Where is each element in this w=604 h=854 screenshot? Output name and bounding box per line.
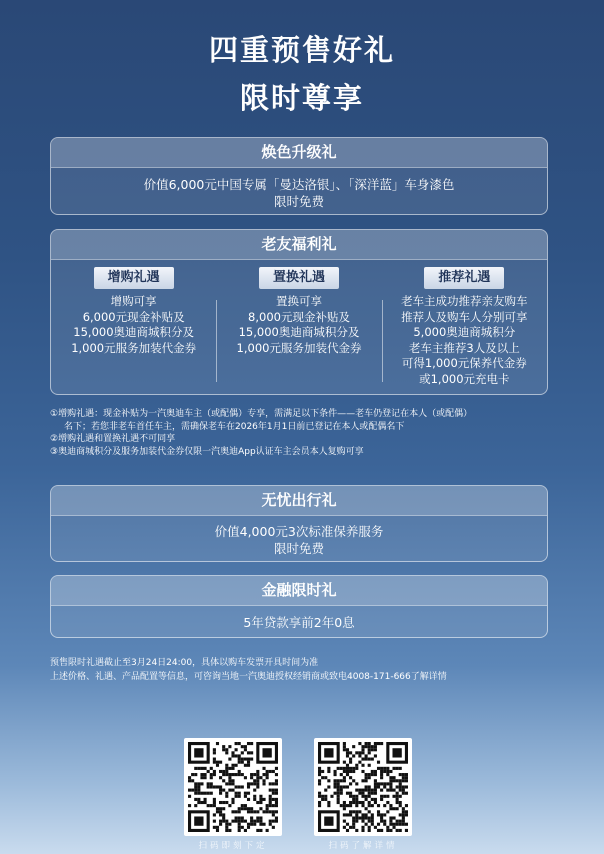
note-1: ①增购礼遇：现金补贴为一汽奥迪车主（或配偶）专享，需满足以下条件——老车仍登记在本人（或配偶） xyxy=(50,409,473,419)
page-title: 四重预售好礼 xyxy=(208,33,395,67)
pill-trade-in: 置换礼遇 xyxy=(259,267,339,289)
col-line: 1,000元服务加装代金券 xyxy=(236,340,362,355)
col-line: 或1,000元充电卡 xyxy=(419,371,510,386)
note-1-cont: 名下；若您非老车首任车主，需确保老车在2026年1月1日前已登记在本人或配偶名下 xyxy=(64,421,405,432)
qr-details[interactable] xyxy=(314,738,412,851)
qr-order[interactable] xyxy=(184,738,282,851)
card-finance-title: 金融限时礼 xyxy=(51,576,547,606)
col-line: 推荐人及购车人分别可享 xyxy=(401,309,528,324)
footer-line1: 预售限时礼遇截止至3月24日24:00，具体以购车发票开具时间为准 xyxy=(50,658,319,668)
card-worry-free xyxy=(50,485,548,562)
qr-details-label: 扫码了解详情 xyxy=(328,841,398,851)
page-subtitle: 限时尊享 xyxy=(239,81,364,115)
card-color-upgrade-line2: 限时免费 xyxy=(273,194,324,209)
col-addon-purchase xyxy=(51,266,216,387)
card-loyalty-title: 老友福利礼 xyxy=(51,230,547,260)
card-color-upgrade xyxy=(50,137,548,215)
card-worry-free-title: 无忧出行礼 xyxy=(51,486,547,516)
card-worry-free-line1: 价值4,000元3次标准保养服务 xyxy=(214,524,384,539)
terms-notes xyxy=(50,408,570,458)
card-worry-free-line2: 限时免费 xyxy=(273,541,324,556)
col-line: 15,000奥迪商城积分及 xyxy=(73,325,195,339)
col-line: 6,000元现金补贴及 xyxy=(82,309,185,324)
footer-disclaimer xyxy=(50,656,570,684)
card-finance xyxy=(50,575,548,638)
col-line: 老车主成功推荐亲友购车 xyxy=(401,294,528,308)
col-referral xyxy=(382,266,547,387)
pill-referral: 推荐礼遇 xyxy=(424,267,504,289)
qr-code-icon[interactable] xyxy=(314,738,412,836)
footer-line2: 上述价格、礼遇、产品配置等信息，可咨询当地一汽奥迪授权经销商或致电4008-171-666了解详情 xyxy=(50,672,447,682)
col-line: 可得1,000元保养代金券 xyxy=(401,356,527,370)
card-finance-line1: 5年贷款享前2年0息 xyxy=(243,615,355,630)
col-line: 15,000奥迪商城积分及 xyxy=(238,325,360,339)
card-color-upgrade-line1: 价值6,000元中国专属「曼达洛银」、「深洋蓝」车身漆色 xyxy=(143,177,455,192)
col-line: 5,000奥迪商城积分 xyxy=(413,325,516,339)
col-line: 8,000元现金补贴及 xyxy=(248,309,350,324)
col-line: 增购可享 xyxy=(110,294,157,308)
col-line: 置换可享 xyxy=(275,294,322,308)
note-3: ③奥迪商城积分及服务加装代金券仅限一汽奥迪App认证车主会员本人复购可享 xyxy=(50,446,364,457)
col-line: 老车主推荐3人及以上 xyxy=(408,340,520,355)
pill-addon-purchase: 增购礼遇 xyxy=(94,267,174,289)
qr-order-label: 扫码即刻下定 xyxy=(198,841,268,851)
col-trade-in xyxy=(216,266,381,387)
note-2: ②增购礼遇和置换礼遇不可同享 xyxy=(50,434,176,444)
qr-code-icon[interactable] xyxy=(184,738,282,836)
card-loyalty xyxy=(50,229,548,395)
card-color-upgrade-title: 焕色升级礼 xyxy=(51,138,547,168)
col-line: 1,000元服务加装代金券 xyxy=(71,340,197,355)
